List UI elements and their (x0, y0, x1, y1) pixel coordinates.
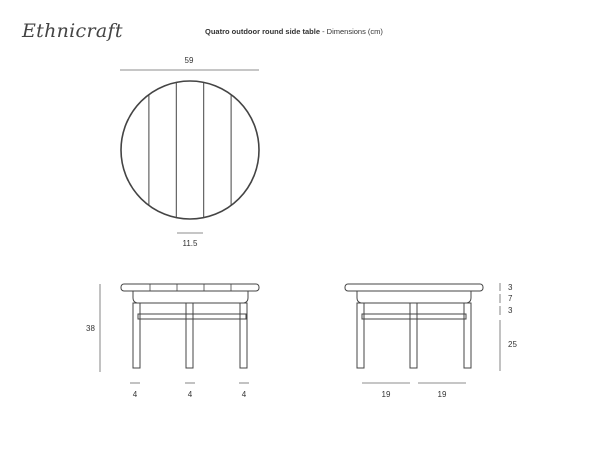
title-separator: - (320, 27, 327, 36)
vertical-dimension-label: 3 (508, 306, 513, 315)
front-tabletop (121, 284, 259, 291)
side-leg-right (464, 303, 471, 368)
height-label: 38 (86, 324, 95, 333)
front-view (86, 284, 259, 399)
span-label: 19 (381, 390, 391, 399)
span-label: 19 (437, 390, 447, 399)
front-rail (138, 314, 246, 319)
side-rail (362, 314, 466, 319)
side-apron (357, 291, 471, 303)
front-leg-middle (186, 303, 193, 368)
slat-width-label: 11.5 (182, 239, 198, 248)
vertical-dimension-label: 7 (508, 294, 513, 303)
leg-width-label: 4 (132, 390, 138, 399)
vertical-dimension-label: 3 (508, 283, 513, 292)
product-name: Quatro outdoor round side table (205, 27, 320, 36)
dimensions-unit: Dimensions (cm) (326, 27, 383, 36)
leg-width-label: 4 (187, 390, 193, 399)
diameter-label: 59 (184, 56, 194, 65)
side-leg-left (357, 303, 364, 368)
vertical-dimension-label: 25 (508, 340, 517, 349)
brand-logo: Ethnicraft (22, 20, 123, 42)
side-view (345, 283, 517, 399)
front-leg-right (240, 303, 247, 368)
leg-width-label: 4 (241, 390, 247, 399)
side-tabletop (345, 284, 483, 291)
front-leg-left (133, 303, 140, 368)
tabletop-outline (121, 81, 259, 219)
side-leg-middle (410, 303, 417, 368)
front-apron (133, 291, 248, 303)
top-view (120, 56, 259, 248)
